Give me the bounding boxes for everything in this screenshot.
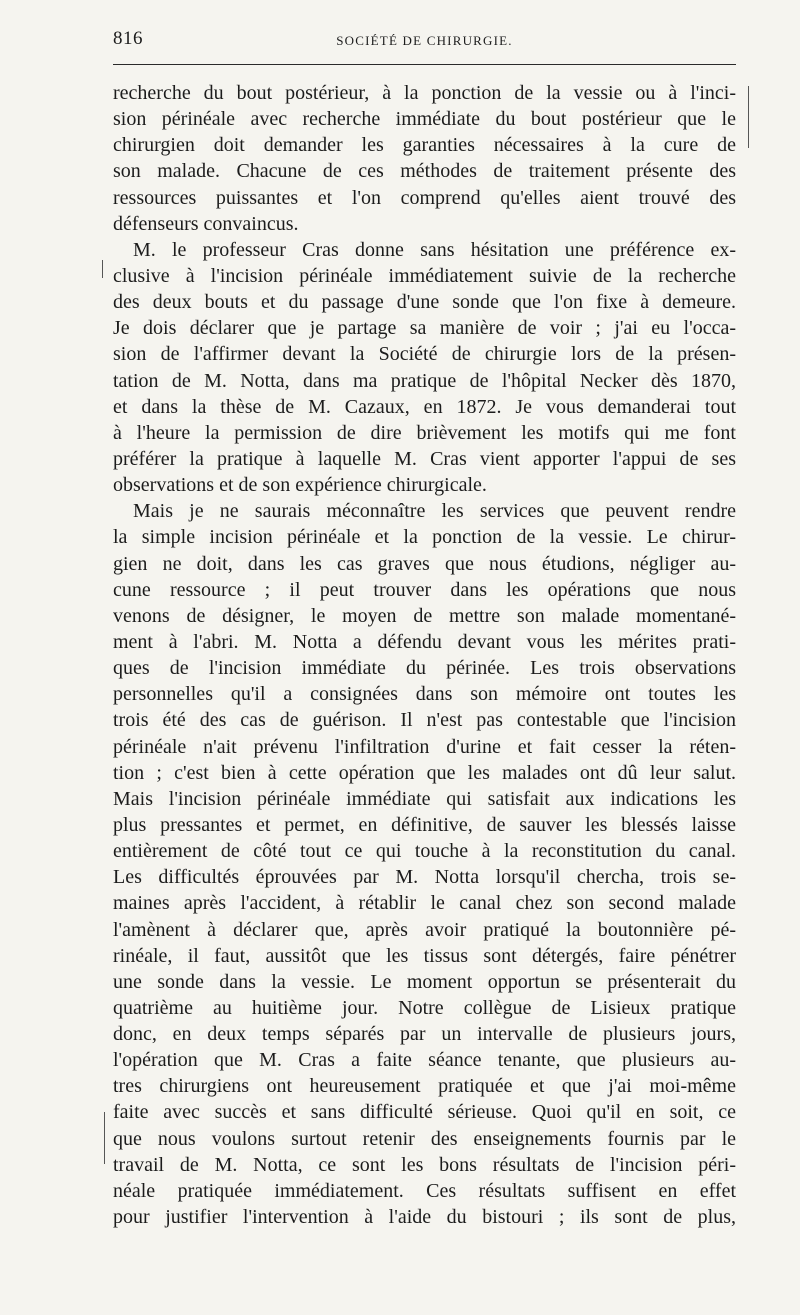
text-line: Je dois déclarer que je partage sa manière de voir ; j'ai eu l'occa- [113,317,736,340]
text-line: sion périnéale avec recherche immédiate du bout postérieur que le [113,108,736,131]
text-line: clusive à l'incision périnéale immédiatement suivie de la recherche [113,264,736,287]
margin-mark [748,86,749,148]
text-line: personnelles qu'il a consignées dans son mémoire ont toutes les [113,683,736,706]
text-line: la simple incision périnéale et la ponction de la vessie. Le chirur- [113,526,736,549]
text-line: ment à l'abri. M. Notta a défendu devant vous les mérites prati- [113,630,736,653]
text-line: gien ne doit, dans les cas graves que nous étudions, négliger au- [113,552,736,575]
page-number: 816 [113,28,143,49]
text-line: cune ressource ; il peut trouver dans les opérations que nous [113,578,736,601]
text-line: ressources puissantes et l'on comprend qu'elles aient trouvé des [113,186,736,209]
text-line: une sonde dans la vessie. Le moment opportun se présenterait du [113,970,736,993]
body-text [113,80,736,1230]
text-line: tres chirurgiens ont heureusement pratiquée et que j'ai moi-même [113,1075,736,1098]
margin-mark [104,1112,105,1164]
text-line: et dans la thèse de M. Cazaux, en 1872. Je vous demanderai tout [113,395,736,418]
text-line: son malade. Chacune de ces méthodes de traitement présente des [113,160,736,183]
running-title: SOCIÉTÉ DE CHIRURGIE. [336,33,513,48]
text-line: que nous voulons surtout retenir des enseignements fournis par le [113,1127,736,1150]
text-line: préférer la pratique à laquelle M. Cras vient apporter l'appui de ses [113,447,736,470]
text-line: venons de désigner, le moyen de mettre son malade momentané- [113,604,736,627]
text-line: tation de M. Notta, dans ma pratique de l'hôpital Necker dès 1870, [113,369,736,392]
text-line: maines après l'accident, à rétablir le canal chez son second malade [113,892,736,915]
text-line: donc, en deux temps séparés par un intervalle de plusieurs jours, [113,1023,736,1046]
text-line: défenseurs convaincus. [113,212,299,235]
text-line: plus pressantes et permet, en définitive, de sauver les blessés laisse [113,813,736,836]
margin-mark [102,260,103,278]
text-line: sion de l'affirmer devant la Société de chirurgie lors de la présen- [113,343,736,366]
text-line: faite avec succès et sans difficulté sérieuse. Quoi qu'il en soit, ce [113,1101,736,1124]
text-line: l'amènent à déclarer que, après avoir pratiqué la boutonnière pé- [113,918,736,941]
text-line: à l'heure la permission de dire brièvement les motifs qui me font [113,421,736,444]
text-line: travail de M. Notta, ce sont les bons résultats de l'incision péri- [113,1153,736,1176]
text-line: périnéale n'ait prévenu l'infiltration d'urine et fait cesser la réten- [113,735,736,758]
text-line: ques de l'incision immédiate du périnée. Les trois observations [113,657,736,680]
text-line: M. le professeur Cras donne sans hésitation une préférence ex- [133,238,736,261]
text-line: recherche du bout postérieur, à la ponction de la vessie ou à l'inci- [113,82,736,104]
text-line: néale pratiquée immédiatement. Ces résultats suffisent en effet [113,1179,736,1202]
text-line: Mais l'incision périnéale immédiate qui satisfait aux indications les [113,787,736,810]
header-rule [113,64,736,65]
text-line: tion ; c'est bien à cette opération que les malades ont dû leur salut. [113,761,736,784]
text-line: rinéale, il faut, aussitôt que les tissus sont détergés, faire pénétrer [113,944,736,967]
text-line: quatrième au huitième jour. Notre collègue de Lisieux pratique [113,996,736,1019]
text-line: l'opération que M. Cras a faite séance tenante, que plusieurs au- [113,1049,736,1072]
text-line: Mais je ne saurais méconnaître les services que peuvent rendre [133,500,736,523]
running-head [113,24,736,54]
text-line: des deux bouts et du passage d'une sonde que l'on fixe à demeure. [113,291,736,314]
text-line: chirurgien doit demander les garanties nécessaires à la cure de [113,134,736,157]
text-line: entièrement de côté tout ce qui touche à la reconstitution du canal. [113,840,736,863]
text-line: trois été des cas de guérison. Il n'est pas contestable que l'incision [113,709,736,732]
text-line: observations et de son expérience chirurgicale. [113,474,487,497]
text-line: Les difficultés éprouvées par M. Notta lorsqu'il chercha, trois se- [113,866,736,889]
text-line: pour justifier l'intervention à l'aide du bistouri ; ils sont de plus, [113,1206,736,1229]
